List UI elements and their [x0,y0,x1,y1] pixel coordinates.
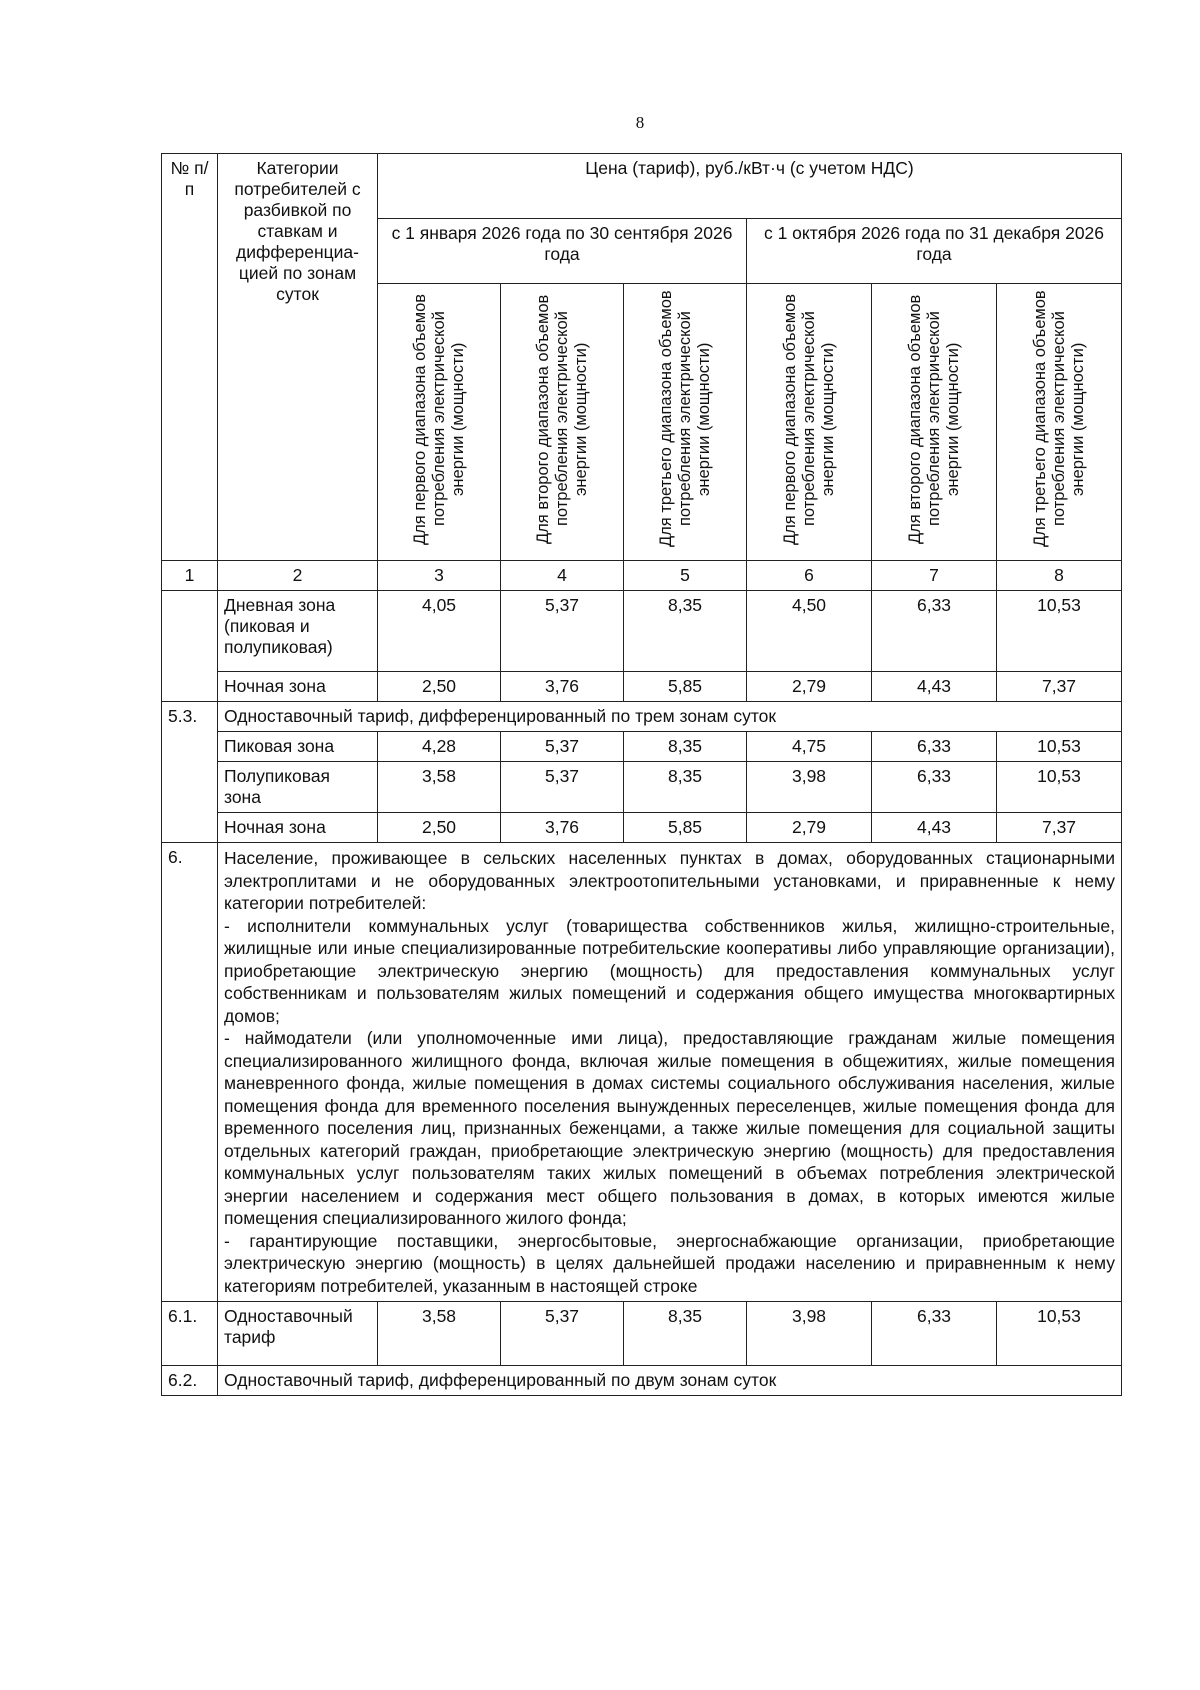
row-label: Ночная зона [218,672,378,702]
table-row [162,813,1122,843]
col-num: 6 [747,561,872,591]
table-row [162,1366,1122,1396]
paragraph: - наймодатели (или уполномоченные ими лица), предоставляющие гражданам жилые помещения специализированного жилищного фонда, включая жилые помещения в общежитиях, жилые помещения маневренного фонда, жилые помещения в домах системы социального обслуживания населения, жилые помещения фонда для временного поселения вынужденных переселенцев, жилые помещения фонда для временного поселения лиц, признанных беженцами, а также жилые помещения для социальной защиты отдельных категорий граждан, приобретающие электрическую энергию (мощность) для предоставления коммунальных услуг пользователям таких жилых помещений в объемах потребления электрической энергии населением и содержания мест общего пользования в домах, в которых имеются жилые помещения специализированного жилого фонда; [224,1028,1115,1228]
row-label: Дневная зона (пиковая и полупиковая) [218,591,378,672]
cell-value: 7,37 [997,672,1122,702]
row-num: 5.3. [162,702,218,843]
table-row [162,762,1122,813]
row-num: 6. [162,843,218,1302]
cell-value: 3,98 [747,762,872,813]
cell-value: 5,85 [624,813,747,843]
header-range-6: Для третьего диапазона объемов потребления электрической энергии (мощности) [997,284,1122,561]
row-num: 6.1. [162,1302,218,1366]
col-num: 7 [872,561,997,591]
section-label: Одноставочный тариф, дифференцированный по двум зонам суток [218,1366,1122,1396]
section-label: Одноставочный тариф, дифференцированный по трем зонам суток [218,702,1122,732]
cell-value: 8,35 [624,762,747,813]
cell-value: 3,58 [378,1302,501,1366]
paragraph: - гарантирующие поставщики, энергосбытовые, энергоснабжающие организации, приобретающие электрическую энергию (мощность) в целях дальнейшей продажи населению и приравненным к нему категориям потребителей, указанным в настоящей строке [224,1230,1115,1296]
table-row [162,732,1122,762]
row-label: Полупиковая зона [218,762,378,813]
cell-value: 4,75 [747,732,872,762]
page-number: 8 [635,113,645,132]
cell-value: 3,58 [378,762,501,813]
paragraph: Население, проживающее в сельских населенных пунктах в домах, оборудованных стационарными электроплитами и не оборудованных электроотопительными установками, и приравненные к нему категории потребителей: [224,848,1115,913]
cell-value: 8,35 [624,732,747,762]
cell-value: 4,50 [747,591,872,672]
row-label: Ночная зона [218,813,378,843]
cell-value: 4,05 [378,591,501,672]
cell-value: 8,35 [624,591,747,672]
cell-value: 6,33 [872,732,997,762]
cell-value: 3,76 [501,813,624,843]
table-row [162,591,1122,672]
row-label: Пиковая зона [218,732,378,762]
header-range-4: Для первого диапазона объемов потребления электрической энергии (мощности) [747,284,872,561]
cell-value: 10,53 [997,591,1122,672]
table-row [162,702,1122,732]
cell-value: 10,53 [997,1302,1122,1366]
cell-value: 5,37 [501,732,624,762]
cell-value: 3,98 [747,1302,872,1366]
cell-value: 2,79 [747,813,872,843]
col-num: 1 [162,561,218,591]
row-num: 6.2. [162,1366,218,1396]
table-row [162,672,1122,702]
column-number-row [162,561,1122,591]
col-num: 3 [378,561,501,591]
section-6-description [218,843,1122,1302]
cell-value: 2,50 [378,672,501,702]
header-num: № п/п [162,154,218,561]
cell-value: 6,33 [872,591,997,672]
cell-value: 7,37 [997,813,1122,843]
cell-value: 6,33 [872,1302,997,1366]
cell-value: 6,33 [872,762,997,813]
col-num: 8 [997,561,1122,591]
row-num [162,591,218,702]
row-label: Одноставочный тариф [218,1302,378,1366]
cell-value: 4,43 [872,672,997,702]
header-range-2: Для второго диапазона объемов потребления электрической энергии (мощности) [501,284,624,561]
col-num: 2 [218,561,378,591]
cell-value: 4,28 [378,732,501,762]
col-num: 5 [624,561,747,591]
table-row [162,843,1122,1302]
cell-value: 4,43 [872,813,997,843]
cell-value: 8,35 [624,1302,747,1366]
tariff-table [161,153,1122,1396]
cell-value: 3,76 [501,672,624,702]
cell-value: 5,37 [501,762,624,813]
paragraph: - исполнители коммунальных услуг (товарищества собственников жилья, жилищно-строительные, жилищные или иные специализированные потребительские кооперативы либо управляющие организации), приобретающие электрическую энергию (мощность) для предоставления коммунальных услуг собственникам и пользователям жилых помещений и содержания общего имущества многоквартирных домов; [224,915,1115,1026]
col-num: 4 [501,561,624,591]
cell-value: 10,53 [997,732,1122,762]
cell-value: 5,37 [501,591,624,672]
header-period-2: с 1 октября 2026 года по 31 декабря 2026 года [747,219,1122,284]
header-period-1: с 1 января 2026 года по 30 сентября 2026 года [378,219,747,284]
header-category: Категории потребителей с разбивкой по ставкам и дифференциа-цией по зонам суток [218,154,378,561]
cell-value: 2,79 [747,672,872,702]
cell-value: 5,37 [501,1302,624,1366]
header-range-3: Для третьего диапазона объемов потребления электрической энергии (мощности) [624,284,747,561]
cell-value: 2,50 [378,813,501,843]
table-row [162,1302,1122,1366]
header-price: Цена (тариф), руб./кВт·ч (с учетом НДС) [378,154,1122,219]
cell-value: 5,85 [624,672,747,702]
cell-value: 10,53 [997,762,1122,813]
header-range-1: Для первого диапазона объемов потребления электрической энергии (мощности) [378,284,501,561]
header-range-5: Для второго диапазона объемов потребления электрической энергии (мощности) [872,284,997,561]
